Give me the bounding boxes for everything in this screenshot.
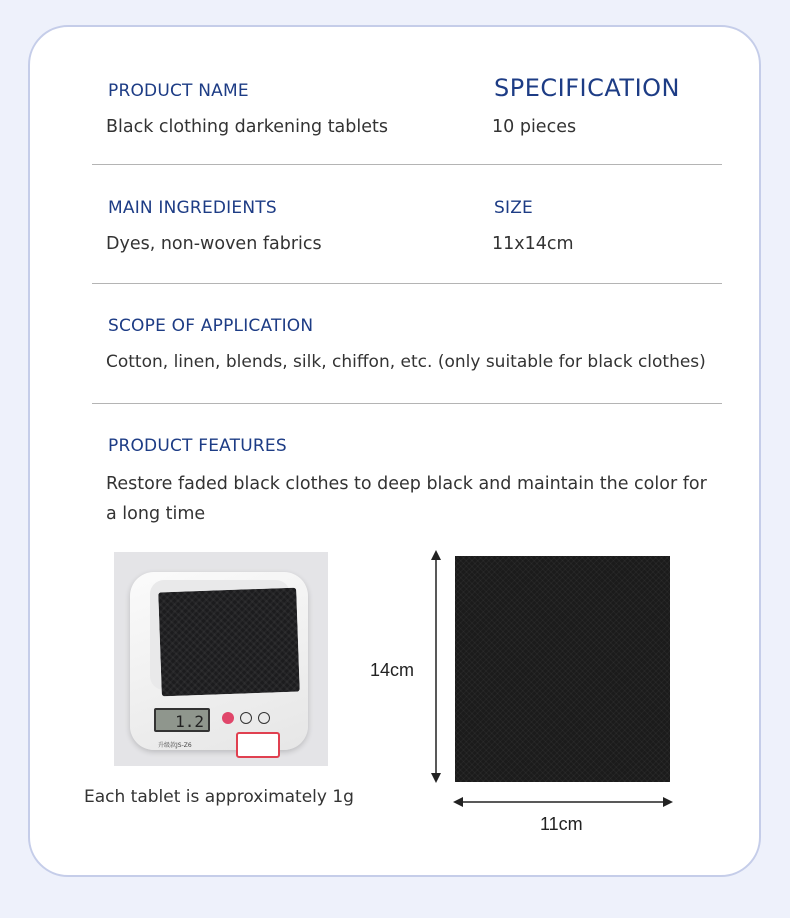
product-name-value: Black clothing darkening tablets (106, 117, 388, 137)
specification-label: SPECIFICATION (494, 74, 680, 102)
weight-caption: Each tablet is approximately 1g (84, 787, 354, 807)
size-value: 11x14cm (492, 234, 574, 254)
scale-display: 1.2 (154, 708, 210, 732)
scale-model: 升级款JS-Z6 (158, 742, 192, 749)
mode-button-icon (240, 712, 252, 724)
height-label: 14cm (370, 660, 415, 680)
scope-value: Cotton, linen, blends, silk, chiffon, etc. (only suitable for black clothes) (106, 352, 706, 372)
scope-label: SCOPE OF APPLICATION (108, 316, 314, 336)
width-arrow-icon (453, 792, 673, 812)
size-label: SIZE (494, 198, 533, 218)
product-name-label: PRODUCT NAME (108, 81, 249, 101)
features-label: PRODUCT FEATURES (108, 436, 287, 456)
divider-3 (92, 403, 722, 404)
scale-sticker (236, 732, 280, 758)
divider-1 (92, 164, 722, 165)
scale-photo (114, 552, 328, 766)
divider-2 (92, 283, 722, 284)
specification-value: 10 pieces (492, 117, 577, 137)
height-arrow-icon (425, 550, 447, 785)
kitchen-scale (130, 572, 308, 750)
darkening-tablet (158, 588, 300, 697)
tare-button-icon (258, 712, 270, 724)
power-button-icon (222, 712, 234, 724)
features-value: Restore faded black clothes to deep black and maintain the color for a long time (106, 474, 707, 524)
width-label: 11cm (540, 814, 583, 834)
main-ingredients-value: Dyes, non-woven fabrics (106, 234, 322, 254)
main-ingredients-label: MAIN INGREDIENTS (108, 198, 277, 218)
black-sheet (455, 556, 670, 782)
